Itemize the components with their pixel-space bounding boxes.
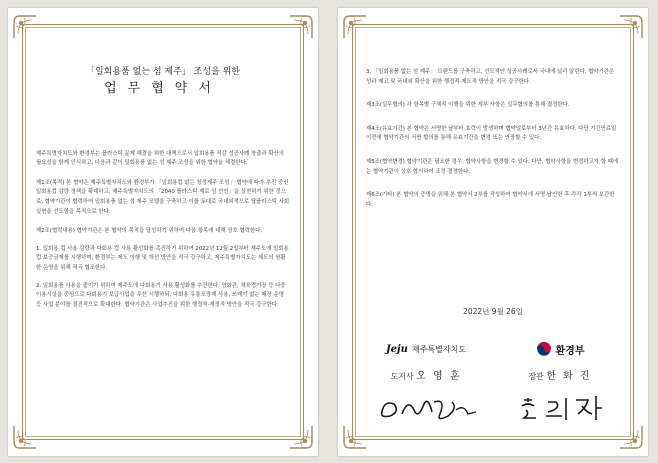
corner-ornament-icon [288, 14, 314, 40]
article-4: 제4조(유효기간) 본 협약은 서명한 날부터 효력이 발생하며 협약일로부터 3년간 유효하다. 다만 기간만료일 이전에 협약기관의 서면 합의를 통해 유효기간을 변경 또는 연장할 수 있다. [366, 125, 617, 142]
article-2-item-2: 2. 일회용품 사용을 줄이기 위하여 제주도에 다회용기 사용 활성화를 추진한다. 영화관, 체육경기장 등 다중이용시설을 중심으로 다회용기 보급사업을 우선 시행하되, 다회용 유통포장재 사용, 쓰레기 없는 매장 운영 등 사업 분야를 점진적으로 확대한다. 협약기관은 사업추진을 위한 행정적·재정적 방안을 적극 강구한다. [36, 282, 286, 308]
moe-signer-role: 장관 [528, 372, 544, 381]
jeju-logo-mark: Jeju [385, 343, 408, 355]
article-2-item-3: 3. 「일회용품 없는 섬 제주」 브랜드를 구축하고, 선도적인 성공사례로서 국내에 널리 알린다. 협약기관은 성과 제고 및 국내외 확산을 위한 행정적·제도적 방안을 적극 강구한다. [366, 69, 615, 85]
left-page-content [36, 66, 290, 310]
jeju-signature-icon [374, 390, 484, 430]
article-5: 제5조(협약변경) 협약기관은 필요한 경우, 협약사항을 변경할 수 있다. 다만, 협약사항을 변경하고자 할 때에는 협약기관이 상호 협의하여 조정·결정한다. [366, 158, 619, 175]
moe-signature-icon [516, 390, 606, 430]
document-title: 업무협약서 [104, 81, 222, 96]
signatory-jeju [366, 341, 486, 382]
jeju-logo [366, 341, 486, 357]
right-page-content [366, 68, 620, 210]
korea-government-emblem-icon [536, 341, 552, 357]
corner-ornament-icon [618, 14, 644, 40]
corner-ornament-icon [12, 14, 38, 40]
moe-signer-name: 한 화 진 [546, 371, 592, 382]
preamble: 제주특별자치도와 환경부는 플라스틱 문제 해결을 위한 대책으로서 일회용품 직감 성공사례 창출과 확산의 필요성을 함께 인식하고, 다음과 같이 일회용품 없는 섬 제주 조성을 위한 협약을 체결한다. [36, 150, 284, 167]
moe-signer [500, 367, 620, 382]
article-3: 제3조(실무협의) 각 항목별 구체적 이행을 위한 세부 사항은 실무협의를 통해 결정한다. [366, 102, 570, 109]
corner-ornament-icon [288, 424, 314, 450]
corner-ornament-icon [342, 14, 368, 40]
document-subtitle: 「일회용품 없는 섬 제주」 조성을 위한 [85, 67, 241, 77]
jeju-signer-role: 도지사 [390, 372, 414, 381]
jeju-org-name: 제주특별자치도 [411, 344, 467, 354]
jeju-signer-name: 오 영 훈 [416, 371, 462, 382]
left-page [8, 8, 318, 456]
corner-ornament-icon [12, 424, 38, 450]
article-6: 제6조(기타) 본 협약의 증명을 위해 본 협약서 2부를 작성하여 협약서에 서명·날인한 후 각각 1부씩 보관한다. [366, 192, 615, 208]
moe-org-name: 환경부 [555, 345, 585, 357]
signing-date: 2022년 9월 26일 [463, 307, 523, 316]
signatory-moe [500, 341, 620, 382]
article-2: 제2조(협력내용) 협약기관은 본 협약의 목적을 달성하기 위하여 다음 항목에 대해 상호 협력한다. [36, 228, 263, 235]
article-1: 제1조(목적) 본 협약은 제주특별자치도와 환경부가 「일회용컵 없는 청정제주 조성」 협약에 따라 추진 중인 일회용컵 감량 정책을 확대하고, 제주특별자치도의 「2040 플라스틱 제로 섬 선언」을 실천하기 위한 것으로, 협약기관이 협력하여 일회용품 없는 섬 제주 모델을 구축하고 이를 토대로 국내외적으로 탈플라스틱 사회 실현을 선도함을 목적으로 한다. [36, 179, 290, 215]
right-page [338, 8, 648, 456]
jeju-signer [366, 367, 486, 382]
moe-logo [500, 341, 620, 357]
article-2-item-1: 1. 일회용 컵 사용 감량과 다회용 컵 사용 활성화를 촉진하기 위하여 2022년 12월 2일부터 제주도에 일회용 컵 보증금제를 시행하며, 환경부는 제도 이행 및 개선 방안을 적극 강구하고, 제주특별자치도는 제도의 원활한 운영을 위해 적극 협조한다. [36, 245, 289, 271]
corner-ornament-icon [618, 424, 644, 450]
corner-ornament-icon [342, 424, 368, 450]
